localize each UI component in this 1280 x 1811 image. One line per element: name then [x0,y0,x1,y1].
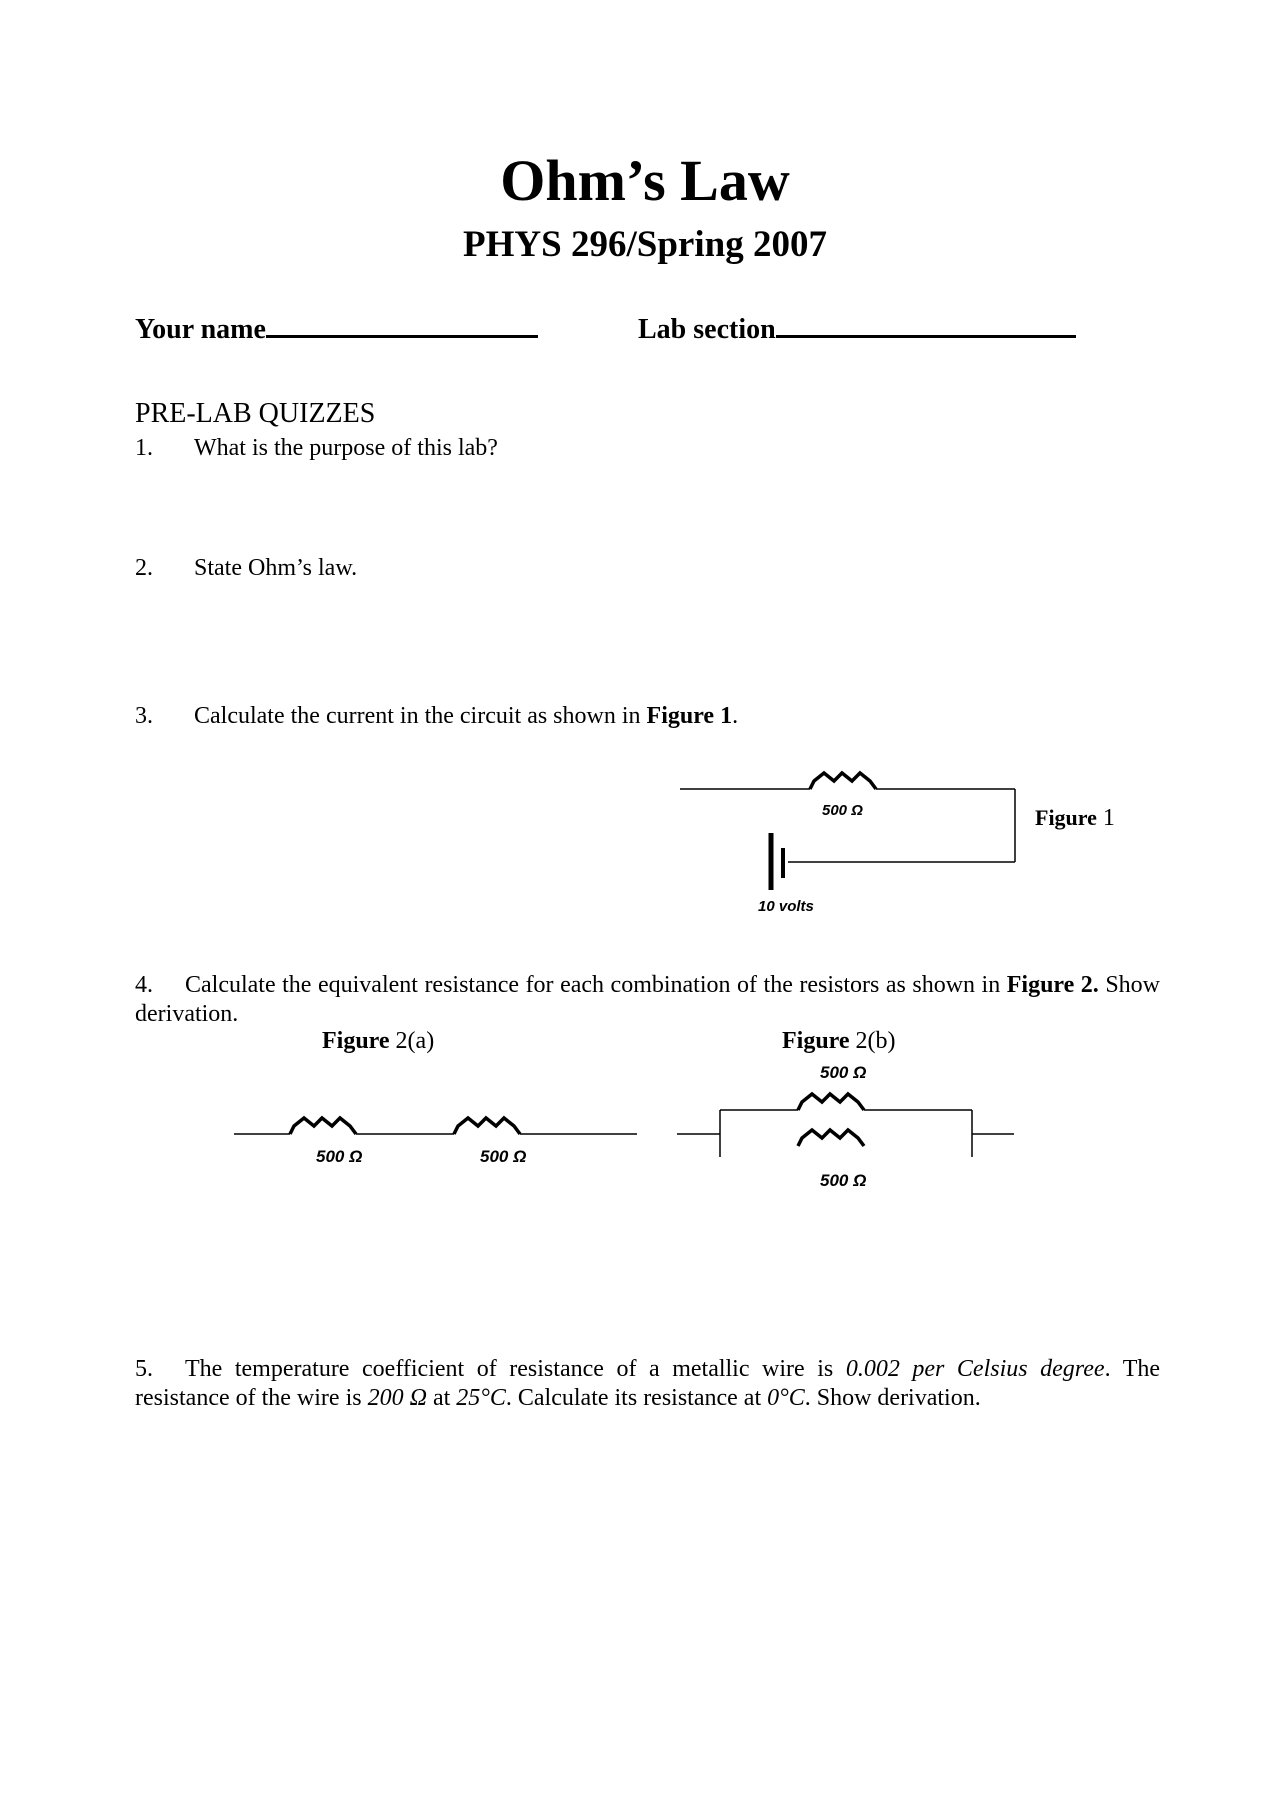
resistor-1-label: 500 Ω [316,1147,363,1166]
question-text-part: . Calculate its resistance at [505,1385,768,1411]
question-text-part: . Show derivation. [804,1385,981,1411]
resistor-bottom-label: 500 Ω [820,1171,867,1190]
question-text-part: Calculate the current in the circuit as shown in [194,703,647,729]
question-text: State Ohm’s law. [194,555,358,581]
question-text-part: The temperature coefficient of resistance of a metallic wire is [185,1356,846,1382]
question-number: 4. [135,972,153,998]
question-4 [135,971,1160,1029]
course-subtitle: PHYS 296/Spring 2007 [463,224,827,265]
lab-section-field[interactable] [638,313,1076,344]
section-heading: PRE-LAB QUIZZES [135,398,376,429]
question-text-part: at [426,1385,457,1411]
question-5 [135,1355,1160,1413]
caption-number: 2(b) [855,1028,896,1054]
resistor-symbol [290,1118,356,1134]
question-text-part: Calculate the equivalent resistance for each combination of the resistors as shown in [185,972,1007,998]
resistor-label: 500 Ω [822,802,863,819]
figure-2a-series-circuit [232,1022,652,1192]
resistance-value: 200 Ω [367,1385,427,1411]
caption-number: 2(a) [395,1028,435,1054]
resistor-symbol [454,1118,520,1134]
question-text: What is the purpose of this lab? [194,435,498,461]
caption-number: 1 [1102,805,1115,831]
figure-2a-caption [322,1028,434,1054]
target-temperature: 0°C [767,1385,805,1411]
figure-reference: Figure 2. [1006,972,1099,998]
question-text-part: Show derivation. [135,972,1161,1027]
figure-2b-parallel-circuit [672,1022,1032,1212]
figure-1-circuit [680,755,1140,925]
figure-reference: Figure 1 [646,703,733,729]
caption-word: Figure [1035,805,1097,830]
question-number: 5. [135,1356,153,1382]
name-field[interactable] [135,313,538,344]
question-text [194,704,738,728]
lab-section-blank-line[interactable] [776,313,1076,338]
figure-2b-caption [782,1028,896,1054]
name-label: Your name [135,314,266,345]
caption-word: Figure [322,1028,390,1054]
page-title: Ohm’s Law [500,148,790,213]
question-text-part: . [732,703,739,729]
lab-section-label: Lab section [638,314,776,345]
resistor-symbol [798,1130,864,1146]
figure-1-caption [1035,805,1115,831]
question-number: 2. [135,555,153,581]
question-text-part: . The resistance of the wire is [135,1356,1161,1411]
battery-label: 10 volts [758,898,814,915]
resistor-2-label: 500 Ω [480,1147,527,1166]
resistor-symbol [810,773,876,789]
resistor-top-label: 500 Ω [820,1063,867,1082]
temperature-value: 25°C [456,1385,506,1411]
caption-word: Figure [782,1028,850,1054]
question-number: 3. [135,703,153,729]
name-blank-line[interactable] [266,313,538,338]
coefficient-value: 0.002 per Celsius degree [845,1356,1105,1382]
question-number: 1. [135,435,153,461]
resistor-symbol [798,1094,864,1110]
